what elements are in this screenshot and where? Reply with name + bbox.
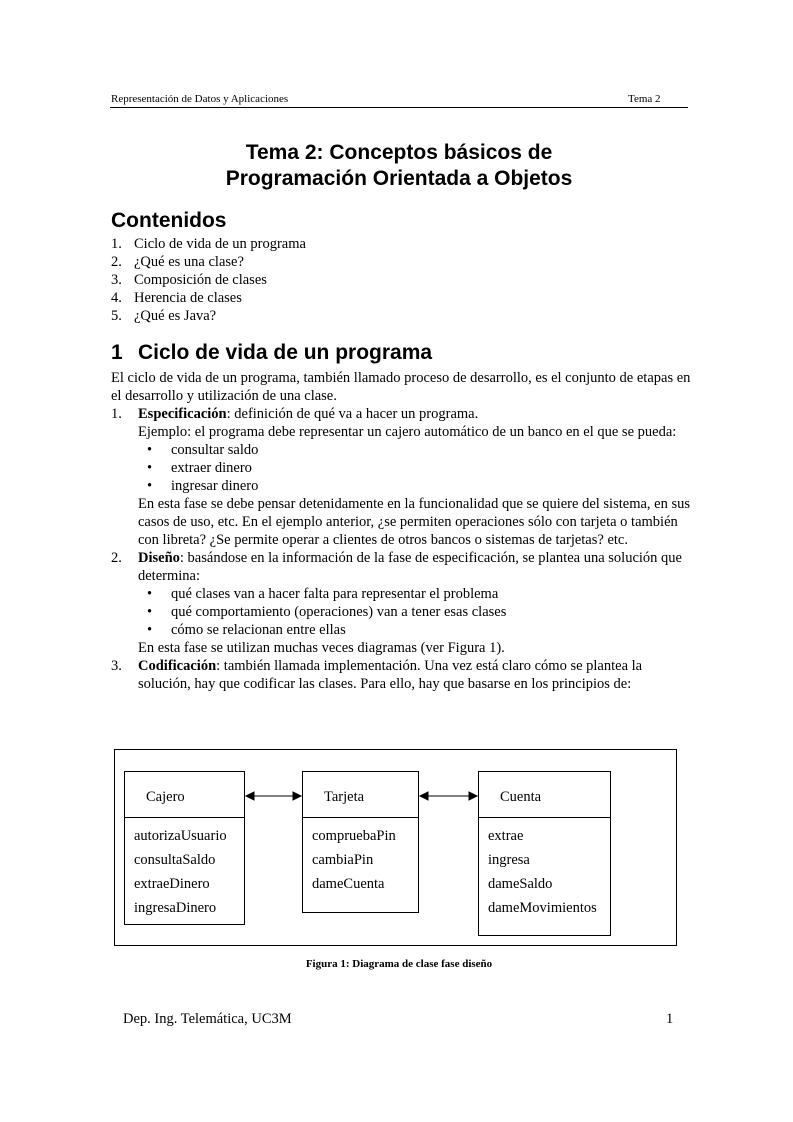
class-name: Tarjeta — [303, 772, 418, 818]
bullet-text: cómo se relacionan entre ellas — [171, 622, 346, 638]
step-term: Codificación — [138, 658, 217, 674]
class-name: Cajero — [125, 772, 244, 818]
footer-left: Dep. Ing. Telemática, UC3M — [123, 1011, 292, 1027]
contents-item-text: Ciclo de vida de un programa — [134, 236, 306, 252]
contents-list — [111, 235, 306, 325]
section-number: 1 — [111, 341, 123, 364]
bullet-item — [138, 477, 696, 495]
bullet-text: qué comportamiento (operaciones) van a tener esas clases — [171, 604, 507, 620]
contents-item — [111, 235, 306, 253]
section-intro: El ciclo de vida de un programa, también llamado proceso de desarrollo, es el conjunto de etapas en el desarrollo y utilización de una clase. — [111, 370, 691, 404]
contents-item — [111, 289, 306, 307]
section-heading — [111, 341, 432, 365]
running-header-right: Tema 2 — [628, 93, 661, 105]
association-arrow-cajero-tarjeta — [246, 792, 301, 800]
contents-item-text: ¿Qué es Java? — [134, 308, 217, 324]
class-operation: ingresa — [488, 852, 530, 868]
step-definition — [138, 549, 696, 585]
bullet-text: extraer dinero — [171, 460, 252, 476]
bullet-icon: • — [147, 460, 153, 476]
contents-item — [111, 253, 306, 271]
lifecycle-step-design — [111, 549, 696, 657]
lifecycle-step-specification — [111, 405, 696, 549]
step-number: 3. — [111, 658, 122, 674]
step-notes: En esta fase se debe pensar detenidamente en la funcionalidad que se quiere del sistema, en sus casos de uso, etc. En el ejemplo anterior, ¿se permiten operaciones sólo con tarjeta o también con libreta? ¿Se permite operar a clientes de otros bancos o sistemas de tarjetas? etc. — [138, 496, 690, 548]
bullet-icon: • — [147, 442, 153, 458]
bullet-icon: • — [147, 604, 153, 620]
title-line-2: Programación Orientada a Objetos — [225, 167, 573, 190]
figure-caption: Figura 1: Diagrama de clase fase diseño — [305, 958, 493, 970]
page-number: 1 — [666, 1011, 674, 1027]
contents-item-number: 5. — [111, 308, 122, 324]
class-diagram — [114, 749, 677, 946]
step-definition — [138, 657, 696, 693]
step-example: Ejemplo: el programa debe representar un cajero automático de un banco en el que se pueda: — [138, 424, 677, 440]
step-term: Diseño — [138, 550, 180, 566]
lifecycle-step-coding — [111, 657, 696, 693]
bullet-item — [138, 603, 696, 621]
class-operation: cambiaPin — [312, 852, 374, 868]
bullet-icon: • — [147, 622, 153, 638]
bullet-list — [138, 441, 696, 495]
step-term: Especificación — [138, 406, 227, 422]
contents-item-text: Herencia de clases — [134, 290, 242, 306]
bullet-list — [138, 585, 696, 639]
bullet-item — [138, 585, 696, 603]
bullet-item — [138, 441, 696, 459]
contents-item-text: Composición de clases — [134, 272, 267, 288]
class-operation: compruebaPin — [312, 828, 396, 844]
step-notes: En esta fase se utilizan muchas veces diagramas (ver Figura 1). — [138, 640, 505, 656]
step-description: : basándose en la información de la fase de especificación, se plantea una solución que determina: — [138, 550, 682, 584]
contents-item-text: ¿Qué es una clase? — [134, 254, 244, 270]
class-operation: dameSaldo — [488, 876, 553, 892]
class-operation: extraeDinero — [134, 876, 210, 892]
title-line-1: Tema 2: Conceptos básicos de — [245, 141, 553, 164]
running-header-left: Representación de Datos y Aplicaciones — [111, 93, 289, 105]
bullet-text: ingresar dinero — [171, 478, 259, 494]
step-description: : definición de qué va a hacer un programa. — [226, 406, 479, 422]
association-arrow-tarjeta-cuenta — [420, 792, 477, 800]
section-title: Ciclo de vida de un programa — [138, 341, 433, 364]
bullet-item — [138, 621, 696, 639]
contents-item-number: 3. — [111, 272, 122, 288]
header-rule — [110, 107, 688, 108]
step-number: 1. — [111, 406, 122, 422]
contents-item-number: 2. — [111, 254, 122, 270]
contents-item-number: 4. — [111, 290, 122, 306]
class-operation: autorizaUsuario — [134, 828, 227, 844]
contents-item-number: 1. — [111, 236, 122, 252]
bullet-text: qué clases van a hacer falta para representar el problema — [171, 586, 499, 602]
class-operation: ingresaDinero — [134, 900, 217, 916]
class-operation: extrae — [488, 828, 524, 844]
step-description: : también llamada implementación. Una vez está claro cómo se plantea la solución, hay que codificar las clases. Para ello, hay que basarse en los principios de: — [138, 658, 643, 692]
step-definition — [138, 405, 696, 423]
class-name: Cuenta — [479, 772, 610, 818]
association-arrows — [115, 750, 676, 945]
class-operation: dameMovimientos — [488, 900, 597, 916]
step-number: 2. — [111, 550, 122, 566]
bullet-text: consultar saldo — [171, 442, 259, 458]
contents-item — [111, 307, 306, 325]
class-operation: consultaSaldo — [134, 852, 216, 868]
contents-heading: Contenidos — [111, 209, 227, 232]
section-body — [111, 369, 696, 693]
bullet-icon: • — [147, 478, 153, 494]
bullet-icon: • — [147, 586, 153, 602]
contents-item — [111, 271, 306, 289]
bullet-item — [138, 459, 696, 477]
document-title — [110, 140, 688, 192]
class-operation: dameCuenta — [312, 876, 385, 892]
